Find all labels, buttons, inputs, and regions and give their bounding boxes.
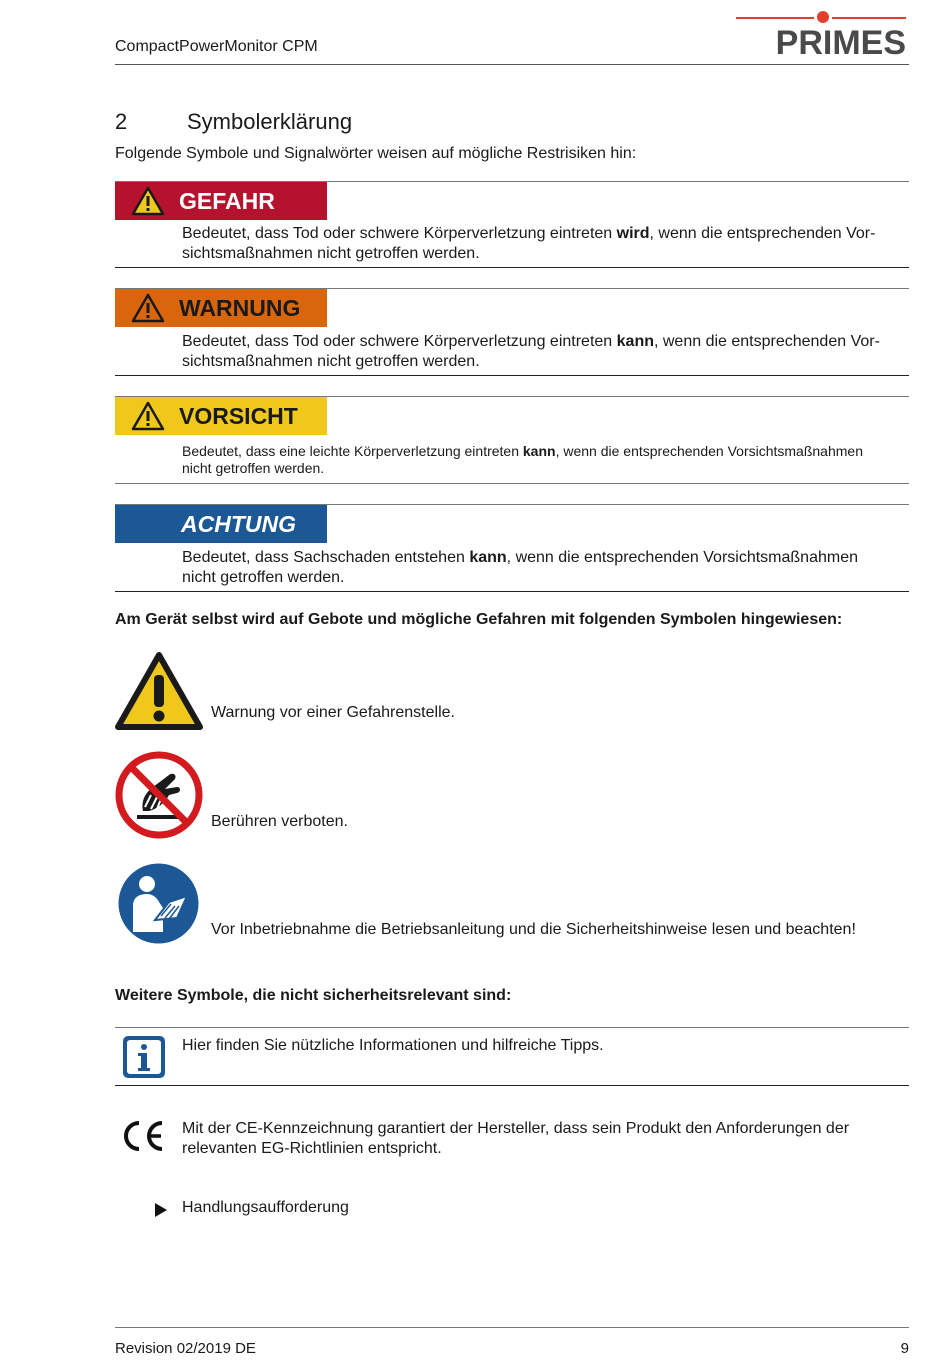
brand-wordmark: PRIMES [775, 24, 906, 60]
divider [115, 591, 909, 592]
gefahr-label: GEFAHR [179, 187, 275, 214]
document-title: CompactPowerMonitor CPM [115, 38, 318, 55]
warnung-banner [115, 289, 327, 327]
device-symbols-heading: Am Gerät selbst wird auf Gebote und mögliche Gefahren mit folgenden Symbolen hingewiesen: [115, 611, 843, 628]
warnung-description: Bedeutet, dass Tod oder schwere Körperverletzung eintreten kann, wenn die entsprechenden Vor- sichtsmaßnahmen nicht getroffen werden. [182, 333, 880, 370]
achtung-label: ACHTUNG [181, 510, 296, 537]
vorsicht-description: Bedeutet, dass eine leichte Körperverletzung eintreten kann, wenn die entsprechenden Vorsichtsmaßnahmen nicht getroffen werden. [182, 443, 863, 476]
gefahr-banner [115, 182, 327, 220]
footer-divider [115, 1327, 909, 1328]
warning-triangle-icon [114, 651, 204, 731]
vorsicht-banner [115, 397, 327, 435]
ce-description: Mit der CE-Kennzeichnung garantiert der Hersteller, dass sein Produkt den Anforderungen der relevanten EG-Richtlinien entspricht. [182, 1120, 850, 1157]
divider [115, 1085, 909, 1086]
revision-label: Revision 02/2019 DE [115, 1340, 256, 1357]
section-heading [115, 109, 352, 135]
read-manual-icon [117, 862, 200, 945]
divider [115, 267, 909, 268]
primes-logo [730, 8, 910, 60]
ce-mark-icon [120, 1118, 166, 1154]
divider [115, 1027, 909, 1028]
divider [115, 375, 909, 376]
vorsicht-label: VORSICHT [179, 402, 298, 429]
device-symbol-text: Vor Inbetriebnahme die Betriebsanleitung und die Sicherheitshinweise lesen und beachten! [211, 921, 856, 938]
warning-triangle-icon [131, 293, 165, 323]
achtung-description: Bedeutet, dass Sachschaden entstehen kann, wenn die entsprechenden Vorsichtsmaßnahmen nicht getroffen werden. [182, 549, 858, 586]
section-title: Symbolerklärung [187, 109, 353, 134]
device-symbol-text: Berühren verboten. [211, 813, 348, 830]
info-symbol-text: Hier finden Sie nützliche Informationen und hilfreiche Tipps. [182, 1037, 604, 1054]
info-icon [121, 1034, 167, 1080]
action-arrow-icon [154, 1203, 168, 1217]
action-text: Handlungsaufforderung [182, 1199, 349, 1216]
page-number: 9 [900, 1340, 909, 1357]
gefahr-description: Bedeutet, dass Tod oder schwere Körperverletzung eintreten wird, wenn die entsprechenden Vor- sichtsmaßnahmen nicht getroffen werden. [182, 225, 876, 262]
warning-triangle-icon [131, 401, 165, 431]
divider [115, 483, 909, 484]
other-symbols-heading: Weitere Symbole, die nicht sicherheitsrelevant sind: [115, 987, 512, 1004]
device-symbol-text: Warnung vor einer Gefahrenstelle. [211, 704, 455, 721]
header-divider [115, 64, 909, 65]
no-touch-icon [115, 751, 203, 839]
achtung-banner [115, 505, 327, 543]
warning-triangle-icon [131, 186, 165, 216]
section-number: 2 [115, 109, 128, 134]
warnung-label: WARNUNG [179, 294, 301, 321]
section-intro: Folgende Symbole und Signalwörter weisen auf mögliche Restrisiken hin: [115, 145, 637, 162]
